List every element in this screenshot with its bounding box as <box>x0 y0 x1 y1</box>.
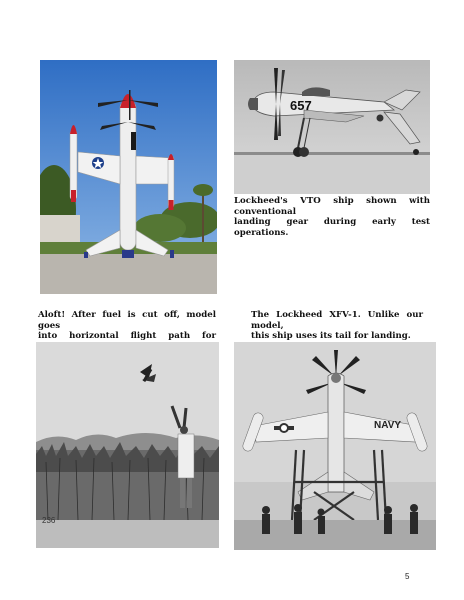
caption-xfv1 <box>251 310 423 342</box>
photo-number: 236 <box>42 516 56 525</box>
photo-model-flight <box>36 342 219 548</box>
caption-line: Aloft! After fuel is cut off, model goes <box>38 310 216 331</box>
page-number: 5 <box>405 572 410 581</box>
navy-marking: NAVY <box>374 420 402 431</box>
caption-line: Lockheed's VTO ship shown with conventional <box>234 196 430 217</box>
caption-vto-gear <box>234 196 430 238</box>
photo-xfv1-tail-landing <box>234 342 436 550</box>
caption-line: into horizontal flight path for <box>38 331 216 341</box>
photo-vto-conventional-gear <box>234 60 430 194</box>
caption-line: this ship uses its tail for landing. <box>251 331 411 341</box>
caption-line: landing gear during early test operations. <box>234 217 430 238</box>
caption-line: The Lockheed XFV-1. Unlike our model, <box>251 310 423 331</box>
fuselage-number: 657 <box>290 98 312 113</box>
photo-xfv1-display-color <box>40 60 217 294</box>
